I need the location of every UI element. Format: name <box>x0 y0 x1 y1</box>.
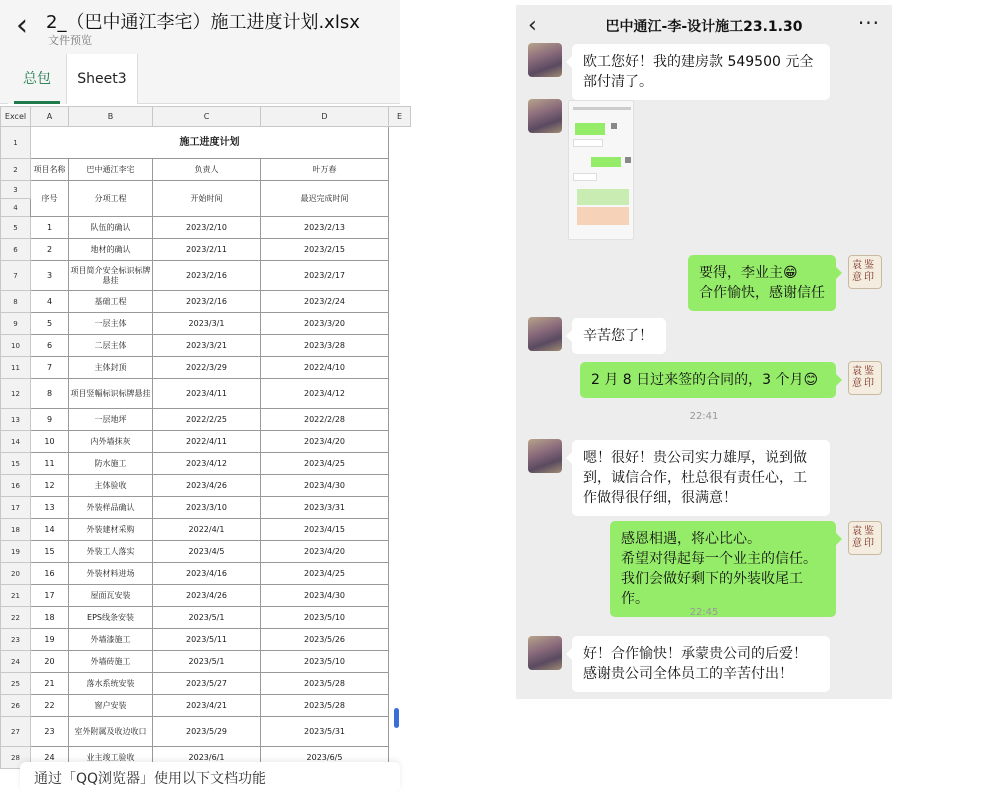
table-row <box>1 695 411 717</box>
table-cell[interactable]: 外装样品确认 <box>69 497 153 519</box>
table-cell[interactable]: 2023/4/5 <box>153 541 261 563</box>
table-row <box>1 239 411 261</box>
column-header-c[interactable]: C <box>153 107 261 127</box>
column-header-b[interactable]: B <box>69 107 153 127</box>
table-row <box>1 217 411 239</box>
row-number: 25 <box>1 673 31 695</box>
table-cell[interactable]: 2023/5/10 <box>261 607 389 629</box>
message-bubble[interactable]: 嗯！很好！贵公司实力雄厚，说到做到，诚信合作，杜总很有责任心，工作做得很仔细，很满意！ <box>572 440 830 516</box>
row-number: 11 <box>1 357 31 379</box>
seal-avatar-text: 袁鉴意印 <box>852 366 876 389</box>
table-cell[interactable]: 2023/6/5 <box>261 747 389 769</box>
table-cell[interactable]: 2023/2/16 <box>153 261 261 291</box>
table-cell[interactable]: 负责人 <box>153 159 261 181</box>
table-cell[interactable]: 一层地坪 <box>69 409 153 431</box>
column-header-d[interactable]: D <box>261 107 389 127</box>
row-number: 19 <box>1 541 31 563</box>
table-cell[interactable]: 1 <box>31 217 69 239</box>
row-number: 12 <box>1 379 31 409</box>
row-number: 1 <box>1 127 31 159</box>
row-number: 26 <box>1 695 31 717</box>
file-title: 2_（巴中通江李宅）施工进度计划.xlsx <box>46 12 360 33</box>
table-cell[interactable]: 2023/4/25 <box>261 563 389 585</box>
table-row <box>1 651 411 673</box>
tab-zongbao[interactable]: 总包 <box>8 54 66 104</box>
more-dots-icon[interactable]: ··· <box>857 11 880 35</box>
table-cell[interactable]: 2023/5/11 <box>153 629 261 651</box>
table-cell[interactable]: 13 <box>31 497 69 519</box>
table-cell[interactable]: 2023/4/26 <box>153 585 261 607</box>
row-number: 9 <box>1 313 31 335</box>
message-bubble[interactable]: 好！合作愉快！承蒙贵公司的后爱！感谢贵公司全体员工的辛苦付出！ <box>572 636 830 692</box>
table-cell[interactable]: 2023/4/25 <box>261 453 389 475</box>
seal-avatar-text: 袁鉴意印 <box>852 260 876 283</box>
table-row <box>1 431 411 453</box>
timestamp: 22:41 <box>689 411 719 422</box>
table-row <box>1 497 411 519</box>
table-cell[interactable]: 外装建材采购 <box>69 519 153 541</box>
chevron-left-icon[interactable]: ‹ <box>528 13 537 38</box>
column-header-e[interactable]: E <box>389 107 411 127</box>
scroll-handle[interactable] <box>394 708 399 728</box>
table-cell[interactable]: 2023/5/10 <box>261 651 389 673</box>
table-cell[interactable]: 2023/4/20 <box>261 541 389 563</box>
table-cell[interactable]: 2023/4/30 <box>261 475 389 497</box>
table-cell[interactable]: 最迟完成时间 <box>261 181 389 217</box>
row-number: 6 <box>1 239 31 261</box>
table-cell[interactable]: 项目竖幅标识标牌悬挂 <box>69 379 153 409</box>
table-cell[interactable]: 业主竣工验收 <box>69 747 153 769</box>
sheet-title-cell[interactable]: 施工进度计划 <box>31 127 389 159</box>
image-message-thumbnail[interactable] <box>568 100 634 240</box>
table-cell[interactable]: 2023/5/1 <box>153 651 261 673</box>
table-cell[interactable]: 2023/4/15 <box>261 519 389 541</box>
table-cell[interactable]: 2022/2/28 <box>261 409 389 431</box>
table-cell[interactable]: 17 <box>31 585 69 607</box>
table-row <box>1 629 411 651</box>
tab-sheet3[interactable]: Sheet3 <box>66 54 138 104</box>
table-cell[interactable]: 2022/3/29 <box>153 357 261 379</box>
row-number: 21 <box>1 585 31 607</box>
spreadsheet-preview-panel <box>0 0 403 787</box>
row-number: 2 <box>1 159 31 181</box>
table-row <box>1 357 411 379</box>
table-cell[interactable]: 12 <box>31 475 69 497</box>
table-cell[interactable]: 开始时间 <box>153 181 261 217</box>
table-cell[interactable]: 2023/2/11 <box>153 239 261 261</box>
row-number: 15 <box>1 453 31 475</box>
table-cell[interactable]: 外装材料进场 <box>69 563 153 585</box>
row-number: 3 <box>1 181 31 199</box>
table-row <box>1 261 411 291</box>
table-row <box>1 379 411 409</box>
table-cell[interactable]: 2023/5/28 <box>261 673 389 695</box>
browser-feature-banner[interactable]: 通过「QQ浏览器」使用以下文档功能 <box>20 762 400 792</box>
table-cell[interactable]: 2023/4/12 <box>153 453 261 475</box>
row-number: 4 <box>1 199 31 217</box>
column-header-row <box>1 107 411 127</box>
row-number: 14 <box>1 431 31 453</box>
table-cell[interactable]: 4 <box>31 291 69 313</box>
row-number: 18 <box>1 519 31 541</box>
table-cell[interactable]: 巴中通江李宅 <box>69 159 153 181</box>
table-cell[interactable]: 队伍的确认 <box>69 217 153 239</box>
table-row <box>1 673 411 695</box>
table-cell[interactable]: 18 <box>31 607 69 629</box>
table-cell[interactable]: 落水系统安装 <box>69 673 153 695</box>
table-cell[interactable]: 2023/5/31 <box>261 717 389 747</box>
row-number: 27 <box>1 717 31 747</box>
table-cell[interactable]: 2023/5/1 <box>153 607 261 629</box>
table-cell[interactable]: 2 <box>31 239 69 261</box>
table-cell[interactable]: 14 <box>31 519 69 541</box>
sheet-tab-bar <box>0 54 400 104</box>
table-row <box>1 181 411 199</box>
table-cell[interactable]: 7 <box>31 357 69 379</box>
table-cell[interactable]: 2023/4/21 <box>153 695 261 717</box>
avatar[interactable] <box>528 43 562 77</box>
table-cell[interactable]: 2023/5/27 <box>153 673 261 695</box>
table-cell[interactable]: 21 <box>31 673 69 695</box>
row-number: 23 <box>1 629 31 651</box>
chat-title: 巴中通江-李-设计施工23.1.30 <box>605 19 803 35</box>
message-bubble[interactable]: 2 月 8 日过来签的合同的，3 个月😊 <box>580 362 836 398</box>
message-bubble[interactable]: 辛苦您了！ <box>572 318 666 354</box>
table-row <box>1 475 411 497</box>
table-cell[interactable]: 2023/2/24 <box>261 291 389 313</box>
table-cell[interactable]: 项目简介安全标识标牌悬挂 <box>69 261 153 291</box>
table-cell[interactable]: 窗户安装 <box>69 695 153 717</box>
table-cell[interactable]: 屋面瓦安装 <box>69 585 153 607</box>
table-cell[interactable]: 2023/4/26 <box>153 475 261 497</box>
table-row <box>1 335 411 357</box>
table-row <box>1 313 411 335</box>
table-cell[interactable]: 项目名称 <box>31 159 69 181</box>
table-cell[interactable]: 9 <box>31 409 69 431</box>
table-cell[interactable]: 2023/5/28 <box>261 695 389 717</box>
table-cell[interactable]: 地材的确认 <box>69 239 153 261</box>
row-number: 24 <box>1 651 31 673</box>
avatar[interactable] <box>848 255 882 289</box>
table-cell[interactable]: 2023/3/31 <box>261 497 389 519</box>
table-cell[interactable]: 2023/3/28 <box>261 335 389 357</box>
table-cell[interactable]: 15 <box>31 541 69 563</box>
table-cell[interactable]: 外装工人落实 <box>69 541 153 563</box>
avatar[interactable] <box>528 636 562 670</box>
table-cell[interactable]: 序号 <box>31 181 69 217</box>
table-cell[interactable]: 2023/4/12 <box>261 379 389 409</box>
table-cell[interactable]: 2023/4/16 <box>153 563 261 585</box>
table-cell[interactable]: 2023/2/10 <box>153 217 261 239</box>
table-cell[interactable]: 2023/4/20 <box>261 431 389 453</box>
chevron-left-icon[interactable]: ‹ <box>16 8 28 43</box>
table-cell[interactable]: 2022/4/1 <box>153 519 261 541</box>
row-number: 16 <box>1 475 31 497</box>
table-cell[interactable]: 主体验收 <box>69 475 153 497</box>
table-cell[interactable]: 2023/3/10 <box>153 497 261 519</box>
table-cell[interactable]: 一层主体 <box>69 313 153 335</box>
row-number: 20 <box>1 563 31 585</box>
file-preview-header <box>0 0 400 54</box>
avatar[interactable] <box>528 439 562 473</box>
table-cell[interactable]: 2023/4/30 <box>261 585 389 607</box>
excel-corner: Excel <box>1 107 31 127</box>
active-tab-indicator <box>14 101 60 104</box>
message-bubble[interactable]: 欧工您好！我的建房款 549500 元全部付清了。 <box>572 44 830 100</box>
table-cell[interactable]: 20 <box>31 651 69 673</box>
row-number: 28 <box>1 747 31 769</box>
table-row <box>1 453 411 475</box>
table-cell[interactable]: 2023/2/13 <box>261 217 389 239</box>
table-cell[interactable]: EPS线条安装 <box>69 607 153 629</box>
column-header-a[interactable]: A <box>31 107 69 127</box>
avatar[interactable] <box>528 317 562 351</box>
row-number: 17 <box>1 497 31 519</box>
table-cell[interactable]: 主体封顶 <box>69 357 153 379</box>
table-row <box>1 519 411 541</box>
table-cell[interactable]: 8 <box>31 379 69 409</box>
table-row <box>1 717 411 747</box>
table-cell[interactable]: 22 <box>31 695 69 717</box>
table-cell[interactable]: 分项工程 <box>69 181 153 217</box>
table-cell[interactable]: 2022/4/11 <box>153 431 261 453</box>
table-cell[interactable]: 2023/5/26 <box>261 629 389 651</box>
table-cell[interactable]: 2023/6/1 <box>153 747 261 769</box>
table-cell[interactable]: 2022/2/25 <box>153 409 261 431</box>
table-cell[interactable]: 基础工程 <box>69 291 153 313</box>
table-cell[interactable]: 二层主体 <box>69 335 153 357</box>
chat-header <box>516 5 892 45</box>
table-cell[interactable]: 3 <box>31 261 69 291</box>
table-cell[interactable]: 11 <box>31 453 69 475</box>
table-cell[interactable]: 叶万春 <box>261 159 389 181</box>
table-cell[interactable]: 23 <box>31 717 69 747</box>
row-number: 13 <box>1 409 31 431</box>
table-cell[interactable]: 内外墙抹灰 <box>69 431 153 453</box>
table-row <box>1 291 411 313</box>
table-cell[interactable]: 防水施工 <box>69 453 153 475</box>
row-number: 10 <box>1 335 31 357</box>
chat-window <box>516 5 892 699</box>
message-bubble[interactable]: 感恩相遇，将心比心。 希望对得起每一个业主的信任。 我们会做好剩下的外装收尾工作。 <box>610 521 836 617</box>
row-number: 22 <box>1 607 31 629</box>
avatar[interactable] <box>528 99 562 133</box>
table-cell[interactable]: 外墙漆施工 <box>69 629 153 651</box>
table-cell[interactable]: 19 <box>31 629 69 651</box>
table-cell[interactable]: 2023/4/11 <box>153 379 261 409</box>
table-cell[interactable]: 2023/3/20 <box>261 313 389 335</box>
table-cell[interactable]: 5 <box>31 313 69 335</box>
avatar[interactable] <box>848 361 882 395</box>
timestamp: 22:45 <box>689 607 719 618</box>
table-cell[interactable]: 2022/4/10 <box>261 357 389 379</box>
table-row <box>1 607 411 629</box>
table-cell[interactable]: 2023/5/29 <box>153 717 261 747</box>
table-row <box>1 159 411 181</box>
table-cell[interactable]: 24 <box>31 747 69 769</box>
table-row <box>1 563 411 585</box>
table-cell[interactable]: 2023/3/21 <box>153 335 261 357</box>
spreadsheet-grid[interactable] <box>0 106 411 769</box>
row-number: 7 <box>1 261 31 291</box>
row-number: 5 <box>1 217 31 239</box>
table-row <box>1 127 411 159</box>
table-cell[interactable]: 2023/2/15 <box>261 239 389 261</box>
table-cell[interactable]: 2023/2/16 <box>153 291 261 313</box>
seal-avatar-text: 袁鉴意印 <box>852 526 876 549</box>
table-row <box>1 541 411 563</box>
table-cell[interactable]: 10 <box>31 431 69 453</box>
file-subtitle: 文件预览 <box>48 34 92 47</box>
message-bubble[interactable]: 要得，李业主😁 合作愉快，感谢信任 <box>688 255 836 311</box>
table-cell[interactable]: 2023/2/17 <box>261 261 389 291</box>
table-cell[interactable]: 外墙砖施工 <box>69 651 153 673</box>
row-number: 8 <box>1 291 31 313</box>
table-cell[interactable]: 6 <box>31 335 69 357</box>
table-row <box>1 585 411 607</box>
table-row <box>1 409 411 431</box>
table-cell[interactable]: 16 <box>31 563 69 585</box>
table-cell[interactable]: 2023/3/1 <box>153 313 261 335</box>
table-cell[interactable]: 室外附属及收边收口 <box>69 717 153 747</box>
avatar[interactable] <box>848 521 882 555</box>
